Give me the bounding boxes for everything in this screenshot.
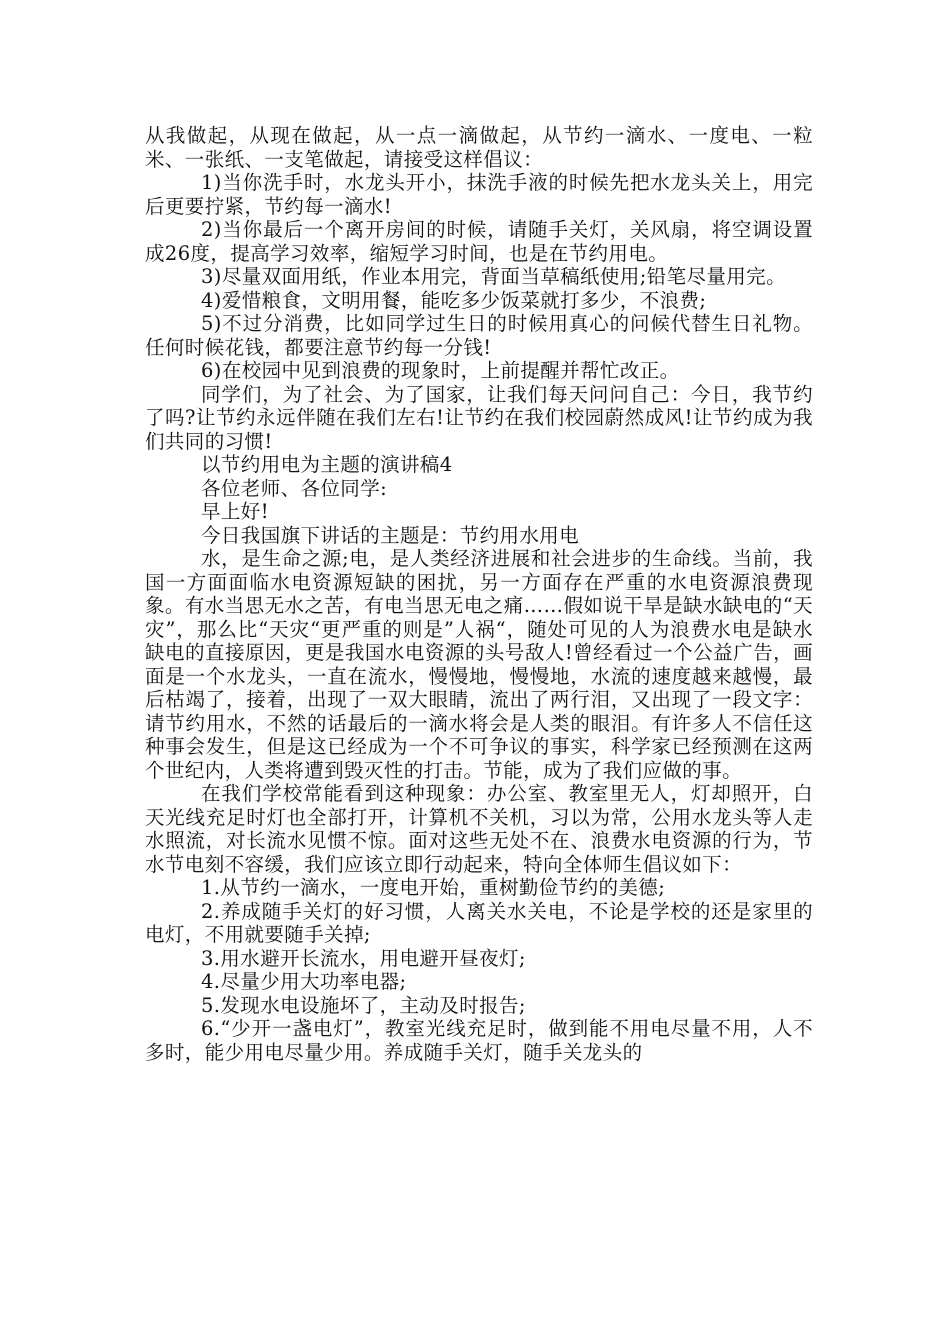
paragraph-body-2: 在我们学校常能看到这种现象：办公室、教室里无人，灯却照开，白天光线充足时灯也全部打开，计算机不关机，习以为常，公用水龙头等人走水照流，对长流水见惯不惊。面对这些无处不在、浪费水电资源的行为，节水节电刻不容缓，我们应该立即行动起来，特向全体师生倡议如下：: [145, 782, 813, 876]
salutation: 各位老师、各位同学:: [201, 476, 388, 500]
paragraph-item-6: 6)在校园中见到浪费的现象时，上前提醒并帮忙改正。: [201, 359, 680, 382]
speech-topic: 今日我国旗下讲话的主题是：节约用水用电: [201, 523, 580, 547]
section-title: 以节约用电为主题的演讲稿4: [201, 453, 453, 476]
document-page: [145, 124, 813, 1064]
paragraph-item-4: 4)爱惜粮食，文明用餐，能吃多少饭菜就打多少，不浪费;: [201, 288, 707, 312]
proposal-item-3: 3.用水避开长流水，用电避开昼夜灯;: [201, 946, 526, 970]
paragraph-item-1: 1)当你洗手时，水龙头开小，抹洗手液的时候先把水龙头关上，用完后更要拧紧，节约每一滴水!: [145, 171, 813, 218]
proposal-item-1: 1.从节约一滴水，一度电开始，重树勤俭节约的美德;: [201, 876, 666, 899]
paragraph-item-5: 5)不过分消费，比如同学过生日的时候用真心的问候代替生日礼物。任何时候花钱，都要注意节约每一分钱!: [145, 312, 813, 359]
paragraph-intro: 从我做起，从现在做起，从一点一滴做起，从节约一滴水、一度电、一粒米、一张纸、一支笔做起，请接受这样倡议：: [145, 124, 813, 171]
proposal-item-2: 2.养成随手关灯的好习惯，人离关水关电，不论是学校的还是家里的电灯，不用就要随手关掉;: [145, 899, 813, 946]
proposal-item-6: 6.“少开一盏电灯”，教室光线充足时，做到能不用电尽量不用，人不多时，能少用电尽量少用。养成随手关灯，随手关龙头的: [145, 1017, 813, 1064]
proposal-item-5: 5.发现水电设施坏了，主动及时报告;: [201, 993, 526, 1017]
greeting: 早上好!: [201, 500, 269, 523]
paragraph-body-1: 水，是生命之源;电，是人类经济进展和社会进步的生命线。当前，我国一方面面临水电资源短缺的困扰，另一方面存在严重的水电资源浪费现象。有水当思无水之苦，有电当思无电之痛……假如说干旱是缺水缺电的“天灾”，那么比“天灾“更严重的则是”人祸“，随处可见的人为浪费水电是缺水缺电的直接原因，更是我国水电资源的头号敌人!曾经看过一个公益广告，画面是一个水龙头，一直在流水，慢慢地，慢慢地，水流的速度越来越慢，最后枯竭了，接着，出现了一双大眼睛，流出了两行泪，又出现了一段文字：请节约用水，不然的话最后的一滴水将会是人类的眼泪。有许多人不信任这种事会发生，但是这已经成为一个不可争议的事实，科学家已经预测在这两个世纪内，人类将遭到毁灭性的打击。节能，成为了我们应做的事。: [145, 547, 813, 782]
proposal-item-4: 4.尽量少用大功率电器;: [201, 970, 407, 993]
paragraph-closing: 同学们，为了社会、为了国家，让我们每天问问自己：今日，我节约了吗?让节约永远伴随在我们左右!让节约在我们校园蔚然成风!让节约成为我们共同的习惯!: [145, 382, 813, 453]
paragraph-item-2: 2)当你最后一个离开房间的时候，请随手关灯，关风扇，将空调设置成26度，提高学习效率，缩短学习时间，也是在节约用电。: [145, 218, 813, 265]
paragraph-item-3: 3)尽量双面用纸，作业本用完，背面当草稿纸使用;铅笔尽量用完。: [201, 265, 786, 288]
